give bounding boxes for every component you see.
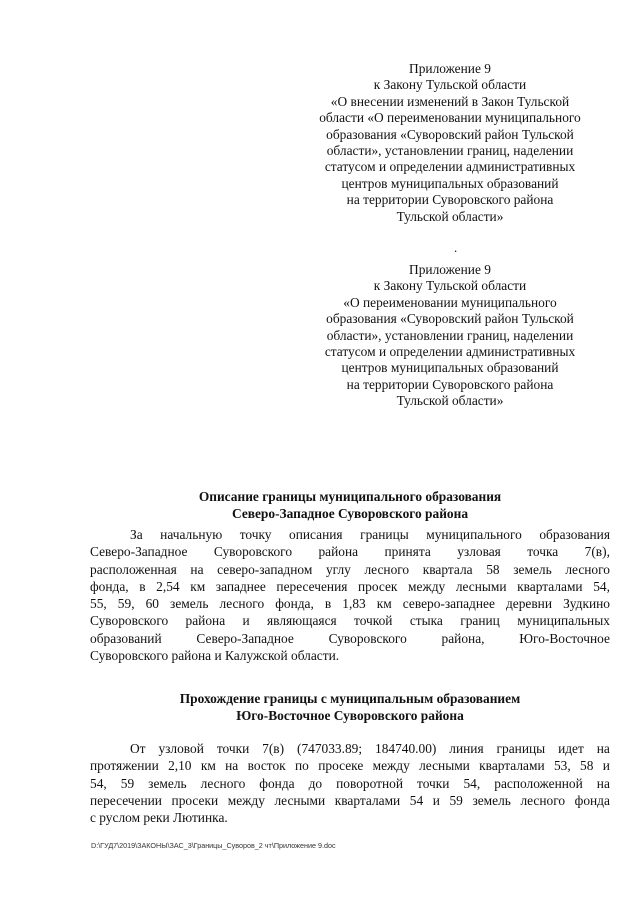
word: 58 [580, 758, 594, 774]
appendix-original-line: Тульской области» [396, 393, 504, 409]
appendix-amended-line: на территории Суворовского района [346, 192, 554, 208]
word: линия [449, 741, 484, 756]
word: км [376, 596, 392, 612]
heading-section-line: Прохождение границы с муниципальным образованием [179, 691, 521, 706]
word: 53, [553, 758, 571, 774]
word: по [295, 758, 309, 774]
word: 54 [409, 792, 424, 808]
appendix-original-line: статусом и определении административных [324, 344, 576, 360]
word: являющаяся [267, 613, 337, 629]
appendix-amended-line: к Закону Тульской области [373, 77, 527, 93]
appendix-amended-line: статусом и определении административных [324, 159, 576, 175]
word: просеки [171, 792, 219, 808]
paragraph-route-line [90, 792, 610, 809]
word: между [372, 758, 410, 774]
word: муниципальных [517, 613, 610, 629]
word: муниципального [426, 527, 522, 542]
word: района [318, 544, 359, 560]
paragraph-route-line: с руслом реки Лютинка. [90, 810, 228, 826]
word: восток [247, 758, 286, 774]
word: протяжении [90, 758, 159, 774]
word: точки [216, 741, 250, 756]
word: района [185, 613, 226, 629]
word: лесного [520, 792, 566, 808]
word: Суворовского [213, 544, 293, 560]
word: между [227, 792, 265, 808]
word: района, [441, 630, 485, 646]
word: фонда, [275, 596, 314, 612]
word: 55, [90, 596, 107, 612]
word: и [602, 758, 610, 774]
word: лесными [274, 792, 326, 808]
word: фонда, [90, 578, 129, 594]
appendix-header-original [290, 262, 610, 410]
appendix-original-line: Приложение 9 [409, 262, 491, 277]
word: км [200, 758, 216, 774]
word: образований [90, 630, 162, 646]
word: лесного [219, 596, 265, 612]
word: 58 [486, 561, 500, 577]
word: и [242, 613, 250, 629]
word: узловая [457, 544, 501, 560]
word: между [408, 578, 446, 594]
word: точку [239, 527, 272, 542]
word: От [130, 741, 146, 756]
word: 1,83 [342, 596, 366, 612]
appendix-amended-line: Тульской области» [396, 208, 504, 224]
paragraph-route-line [90, 740, 610, 757]
word: узловой [158, 741, 204, 756]
word: лесными [455, 578, 507, 594]
word: земель [148, 775, 187, 791]
word: 7(в), [584, 544, 610, 560]
heading-main-line: Описание границы муниципального образования [198, 489, 502, 504]
paragraph-start-line [90, 561, 610, 578]
word: 2,54 [156, 578, 180, 594]
section-title-description [90, 488, 610, 522]
word: деревни [505, 596, 553, 612]
appendix-original-line: области», установлении границ, наделении [326, 327, 574, 343]
word: точкой [354, 613, 393, 629]
paragraph-boundary-route [90, 740, 610, 826]
word: фонда [574, 792, 610, 808]
footer-file-path: D:\ГУД7\2019\ЗАКОНЫ\ЗАС_3\Границы_Суворов_2 чт\Приложение 9.doc [91, 841, 336, 850]
word: просеке [318, 758, 364, 774]
word: фонда [259, 775, 295, 791]
word: лесными [419, 758, 470, 774]
paragraph-start-line [90, 543, 610, 560]
paragraph-starting-point [90, 526, 610, 664]
word: земель [472, 792, 511, 808]
appendix-header-amended [290, 61, 610, 225]
word: идет [558, 741, 584, 756]
word: Северо-Западное [196, 630, 294, 646]
word: кварталами [334, 792, 401, 808]
word: пересечения [276, 578, 348, 594]
word: Юго-Восточное [519, 630, 610, 646]
word: 184740.00) [375, 741, 437, 756]
word: и [432, 792, 440, 808]
appendix-amended-line: области «О переименовании муниципального [319, 110, 581, 126]
word: в [324, 596, 332, 612]
word: 59, [117, 596, 135, 612]
word: Северо-Западное [90, 544, 188, 560]
appendix-original-line: центров муниципальных образований [341, 360, 559, 376]
word: точка [527, 544, 559, 560]
word: принята [384, 544, 431, 560]
word: За [130, 527, 143, 542]
word: северо-западном [217, 561, 313, 577]
word: (747033.89; [297, 741, 363, 756]
word: земель [513, 561, 552, 577]
word: до [308, 775, 323, 791]
paragraph-route-line [90, 775, 610, 792]
word: просек [357, 578, 398, 594]
paragraph-start-line [90, 612, 610, 629]
word: 2,10 [168, 758, 192, 774]
appendix-amended-line: «О внесении изменений в Закон Тульской [330, 93, 570, 109]
paragraph-start-line [90, 630, 610, 647]
word: на [190, 561, 204, 577]
word: Суворовского [90, 613, 169, 629]
heading-main-line: Северо-Западное Суворовского района [231, 506, 469, 521]
word: границы [360, 527, 409, 542]
word: северо-западнее [402, 596, 495, 612]
appendix-original-line: «О переименовании муниципального [343, 294, 557, 310]
word: 59 [120, 775, 135, 791]
word: кварталами [517, 578, 583, 594]
word: 54, [463, 775, 481, 791]
stray-dot: . [454, 240, 458, 255]
word: на [225, 758, 239, 774]
word: расположенной [494, 775, 583, 791]
word: 54, [593, 578, 610, 594]
paragraph-route-line [90, 757, 610, 774]
word: границы [496, 741, 546, 756]
word: Суворовского [328, 630, 407, 646]
word: лесного [565, 561, 610, 577]
word: км [190, 578, 206, 594]
appendix-amended-line: образования «Суворовский район Тульской [326, 126, 574, 142]
paragraph-start-line [90, 578, 610, 595]
word: земель [170, 596, 209, 612]
word: расположенная [90, 561, 177, 577]
word: в [139, 578, 146, 594]
word: на [596, 775, 610, 791]
word: квартала [422, 561, 473, 577]
appendix-original-line: образования «Суворовский район Тульской [326, 311, 574, 327]
word: точки [417, 775, 450, 791]
word: описания [289, 527, 343, 542]
heading-section-line: Юго-Восточное Суворовского района [236, 708, 464, 723]
word: границ [460, 613, 500, 629]
appendix-original-line: к Закону Тульской области [373, 278, 527, 294]
word: образования [539, 527, 610, 542]
word: кварталами [479, 758, 545, 774]
word: западнее [215, 578, 266, 594]
word: 59 [449, 792, 463, 808]
word: на [596, 741, 610, 756]
word: лесного [200, 775, 246, 791]
appendix-amended-line: области», установлении границ, наделении [326, 143, 574, 159]
appendix-amended-line: центров муниципальных образований [341, 175, 559, 191]
word: углу [325, 561, 351, 577]
word: Зудкино [563, 596, 610, 612]
word: пересечении [90, 792, 162, 808]
paragraph-start-line [90, 526, 610, 543]
word: 54, [90, 775, 107, 791]
appendix-amended-line: Приложение 9 [409, 61, 491, 76]
word: лесного [364, 561, 410, 577]
word: стыка [409, 613, 443, 629]
word: 60 [145, 596, 159, 612]
paragraph-start-line [90, 595, 610, 612]
paragraph-start-line: Суворовского района и Калужской области. [90, 648, 340, 664]
word: поворотной [336, 775, 404, 791]
word: начальную [160, 527, 223, 542]
section-title-boundary [90, 690, 610, 724]
word: 7(в) [262, 741, 285, 756]
appendix-original-line: на территории Суворовского района [346, 376, 554, 392]
